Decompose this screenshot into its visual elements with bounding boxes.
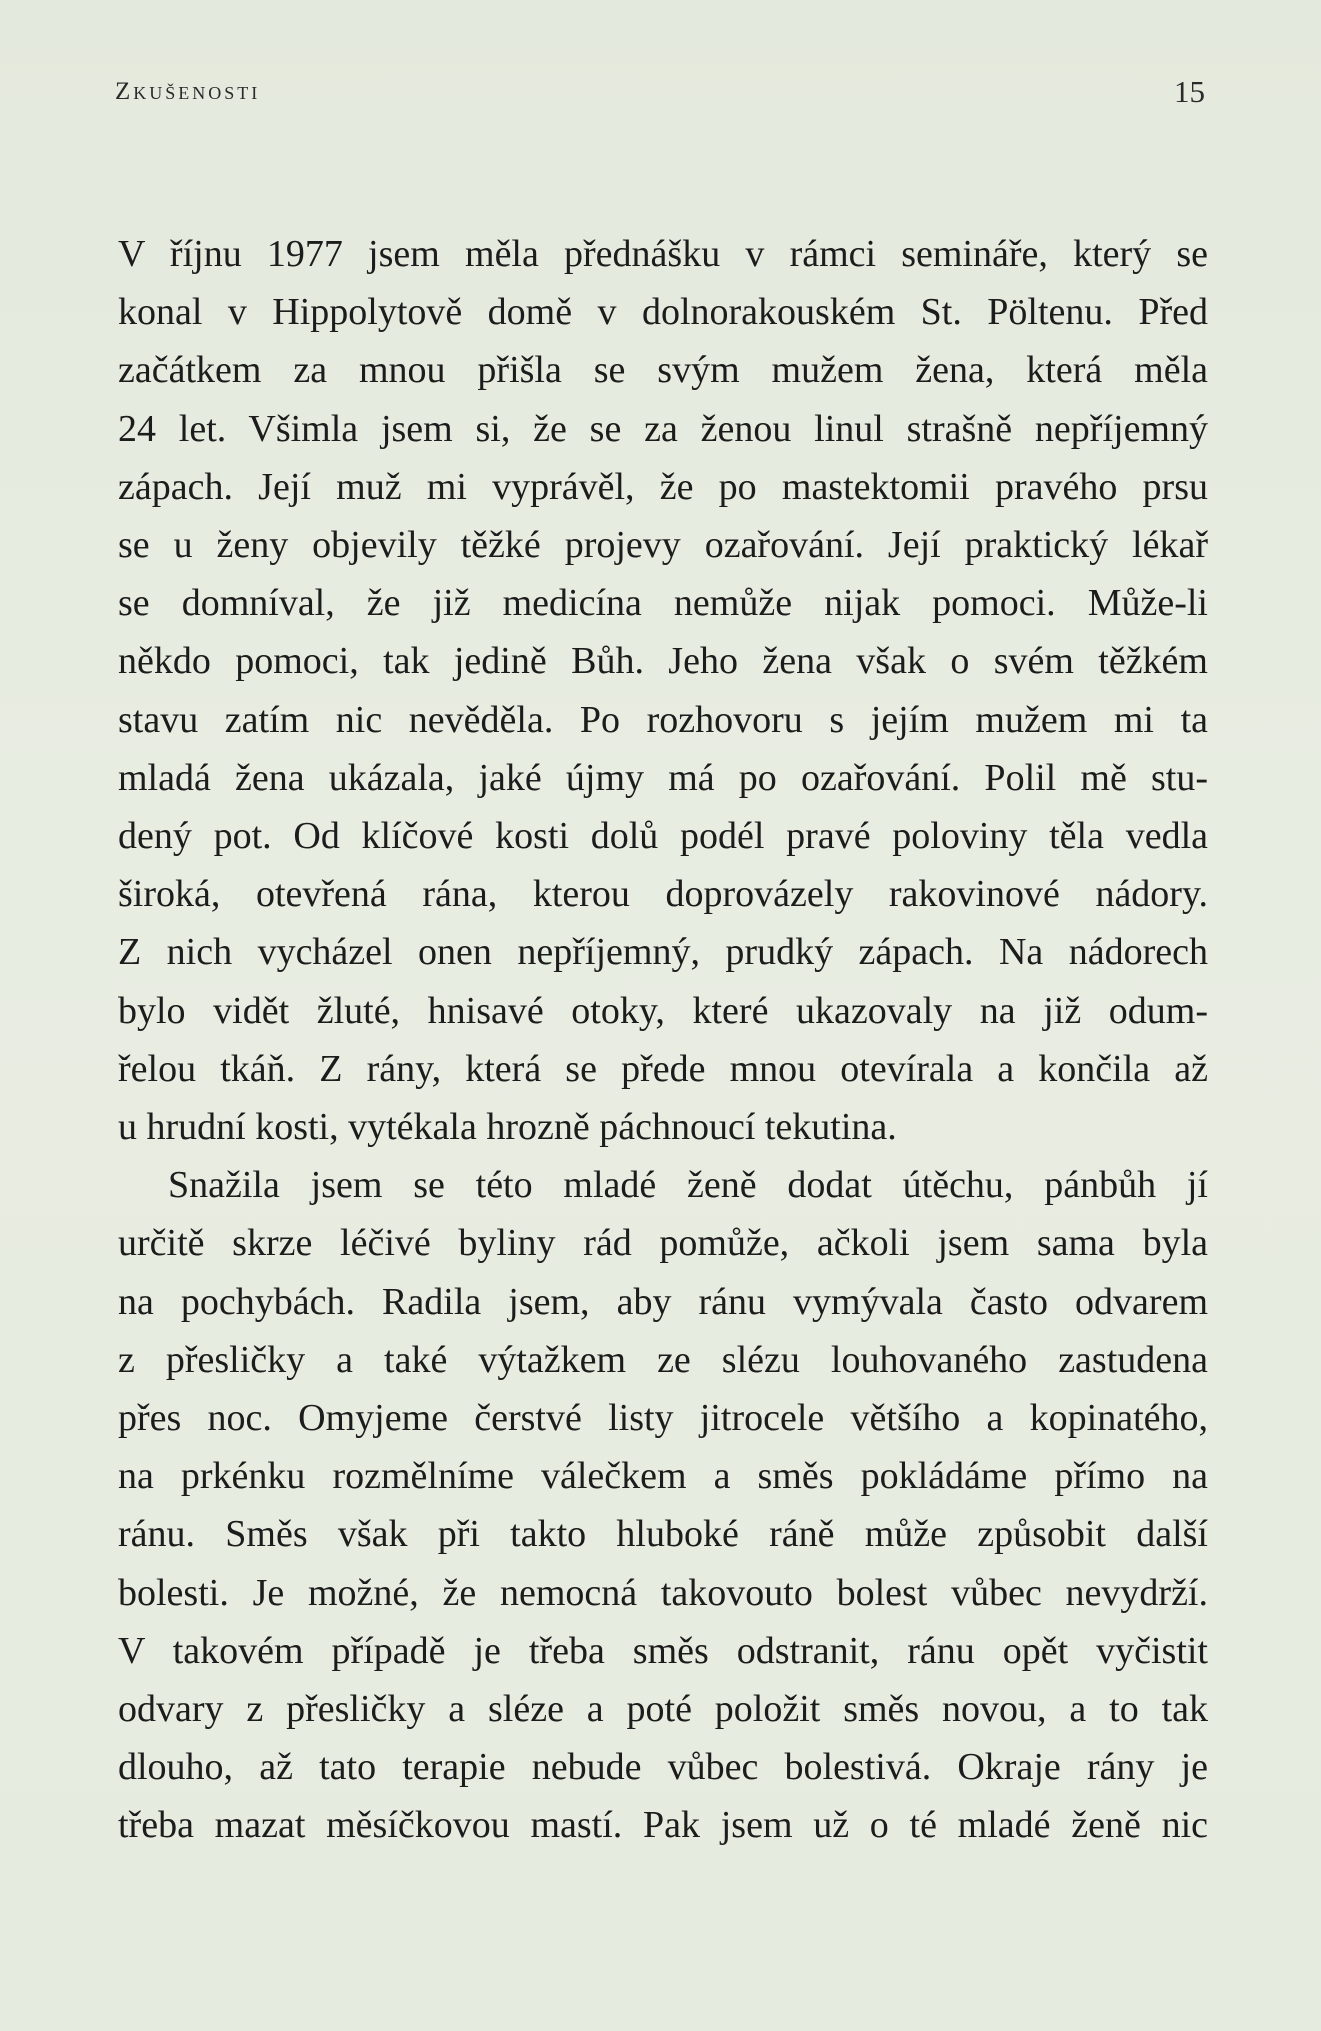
text-line: dený pot. Od klíčové kosti dolů podél pravé poloviny těla vedla <box>118 815 1208 858</box>
body-text <box>118 225 1208 1855</box>
text-line: 24 let. Všimla jsem si, že se za ženou linul strašně nepříjemný <box>118 407 1208 450</box>
text-line: bylo vidět žluté, hnisavé otoky, které ukazovaly na již odum- <box>118 989 1208 1032</box>
text-line: odvary z přesličky a sléze a poté položit směs novou, a to tak <box>118 1688 1208 1731</box>
text-line: široká, otevřená rána, kterou doprovázely rakovinové nádory. <box>118 873 1208 916</box>
text-line: někdo pomoci, tak jedině Bůh. Jeho žena však o svém těžkém <box>118 640 1208 683</box>
text-line: ránu. Směs však při takto hluboké ráně může způsobit další <box>118 1513 1208 1556</box>
text-line: Z nich vycházel onen nepříjemný, prudký zápach. Na nádorech <box>118 931 1208 974</box>
text-line: se u ženy objevily těžké projevy ozařování. Její praktický lékař <box>118 524 1208 567</box>
text-line: V takovém případě je třeba směs odstranit, ránu opět vyčistit <box>118 1629 1208 1672</box>
text-line: řelou tkáň. Z rány, která se přede mnou otevírala a končila až <box>118 1047 1208 1090</box>
text-line: na pochybách. Radila jsem, aby ránu vymývala často odvarem <box>118 1280 1208 1323</box>
text-line: začátkem za mnou přišla se svým mužem žena, která měla <box>118 349 1208 392</box>
paragraph <box>118 1156 1208 1854</box>
text-line: konal v Hippolytově domě v dolnorakouském St. Pöltenu. Před <box>118 291 1208 334</box>
text-line: zápach. Její muž mi vyprávěl, že po mastektomii pravého prsu <box>118 465 1208 508</box>
text-line: dlouho, až tato terapie nebude vůbec bolestivá. Okraje rány je <box>118 1746 1208 1789</box>
text-line: V říjnu 1977 jsem měla přednášku v rámci semináře, který se <box>118 233 1208 275</box>
text-line: třeba mazat měsíčkovou mastí. Pak jsem už o té mladé ženě nic <box>118 1804 1208 1847</box>
text-line: z přesličky a také výtažkem ze slézu louhovaného zastudena <box>118 1338 1208 1381</box>
text-line: stavu zatím nic nevěděla. Po rozhovoru s jejím mužem mi ta <box>118 698 1208 741</box>
text-line: určitě skrze léčivé byliny rád pomůže, ačkoli jsem sama byla <box>118 1222 1208 1265</box>
running-head: Zkušenosti <box>115 78 261 105</box>
text-line: se domníval, že již medicína nemůže nijak pomoci. Může-li <box>118 582 1208 625</box>
page-number: 15 <box>1174 74 1205 109</box>
text-line: Snažila jsem se této mladé ženě dodat útěchu, pánbůh jí <box>168 1164 1208 1207</box>
text-line: mladá žena ukázala, jaké újmy má po ozařování. Polil mě stu- <box>118 756 1208 799</box>
text-line: bolesti. Je možné, že nemocná takovouto bolest vůbec nevydrží. <box>118 1571 1208 1614</box>
text-line: u hrudní kosti, vytékala hrozně páchnoucí tekutina. <box>118 1106 897 1149</box>
paragraph <box>118 225 1208 1156</box>
text-line: přes noc. Omyjeme čerstvé listy jitrocele většího a kopinatého, <box>118 1397 1208 1440</box>
text-line: na prkénku rozmělníme válečkem a směs pokládáme přímo na <box>118 1455 1208 1498</box>
